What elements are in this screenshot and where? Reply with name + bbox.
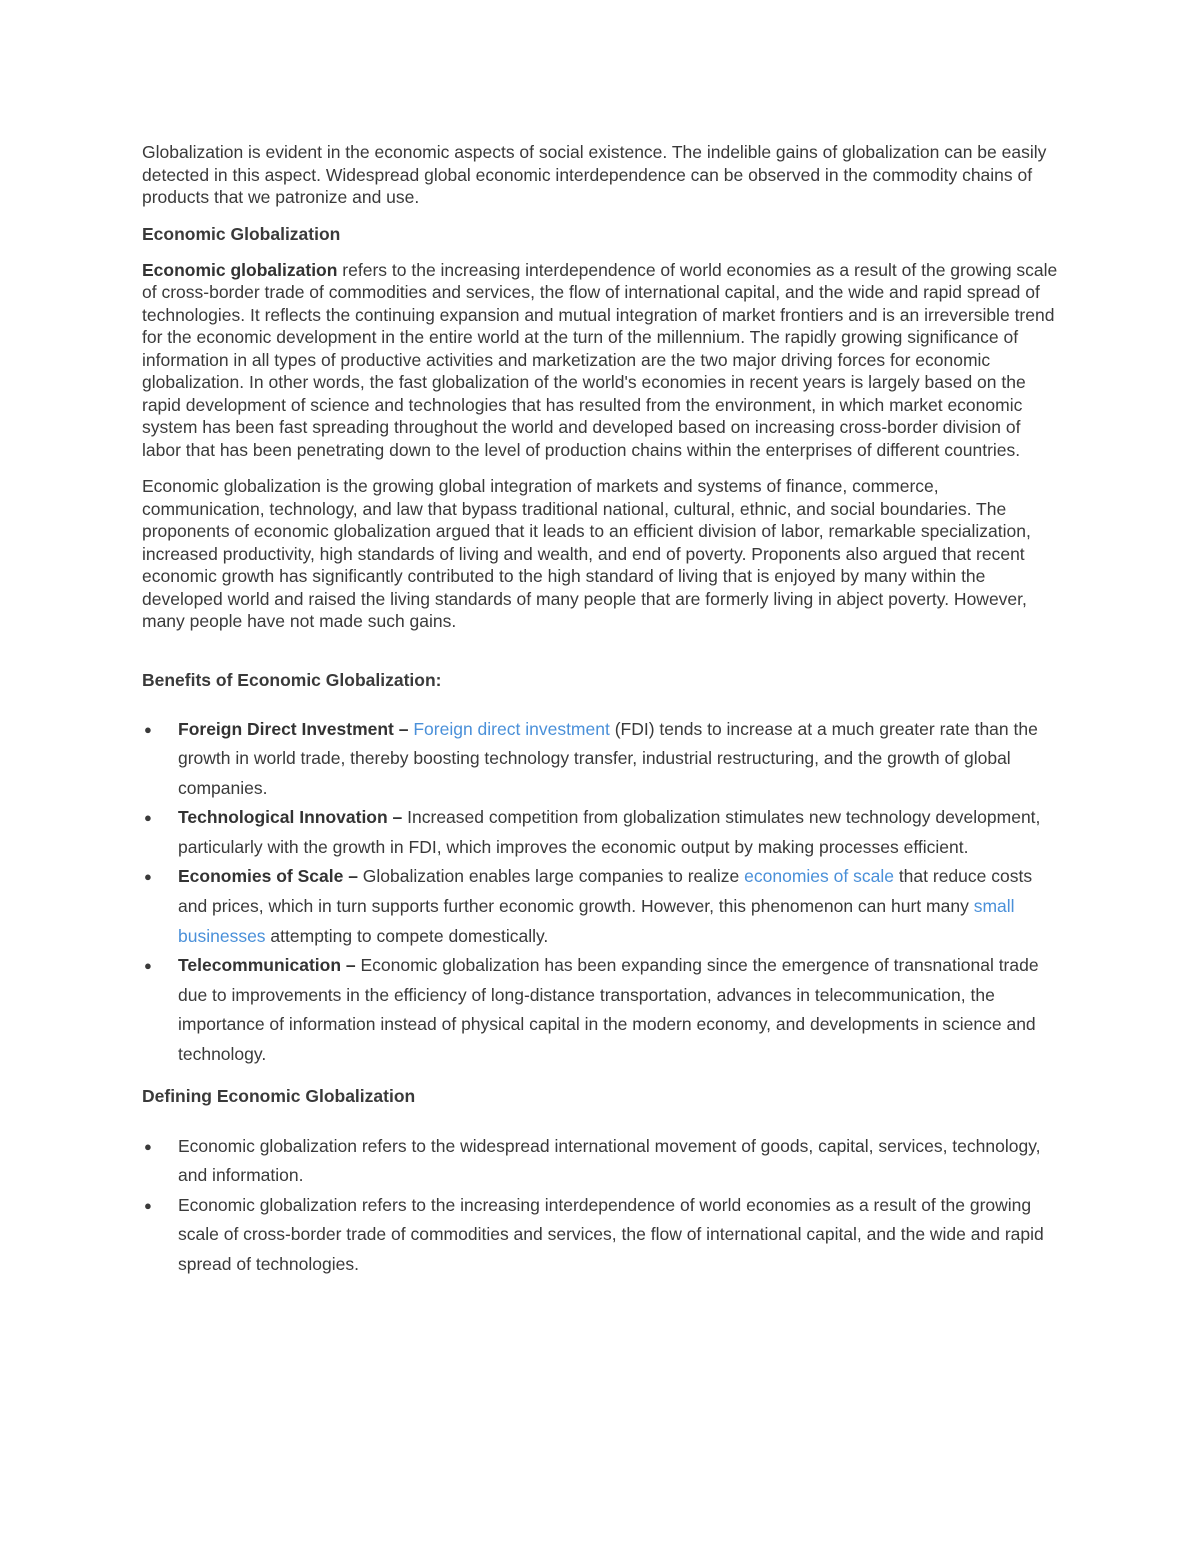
list-item-scale [142, 862, 1060, 951]
text-fdi: (FDI) tends to increase at a much greater rate than the growth in world trade, thereby boosting technology transfer, industrial restructuring, and the growth of global companies. [178, 718, 1038, 798]
bullet-icon: ● [144, 869, 152, 885]
heading-defining: Defining Economic Globalization [142, 1085, 416, 1106]
bullet-icon: ● [144, 721, 152, 737]
list-item [142, 1132, 1060, 1191]
list-item-fdi [142, 715, 1060, 804]
list-item-telecom [142, 951, 1060, 1069]
list-item-tech [142, 803, 1060, 862]
definition-paragraph [142, 259, 1060, 462]
document-page [142, 141, 1060, 1280]
heading-economic-globalization: Economic Globalization [142, 223, 341, 244]
list-item [142, 1191, 1060, 1280]
bullet-icon: ● [144, 1138, 152, 1154]
text-scale-middle: that reduce costs and prices, which in turn supports further economic growth. However, this phenomenon can hurt many [178, 866, 1033, 917]
text-scale-after: attempting to compete domestically. [265, 925, 549, 946]
defining-text: Economic globalization refers to the increasing interdependence of world economies as a result of the growing scale of cross-border trade of commodities and services, the flow of international capital, and the wide and rapid spread of technologies. [178, 1194, 1044, 1274]
bullet-icon: ● [144, 958, 152, 974]
term-fdi: Foreign Direct Investment – [178, 718, 409, 739]
link-foreign-direct-investment[interactable]: Foreign direct investment [413, 718, 610, 739]
text-tech: Increased competition from globalization stimulates new technology development, particularly with the growth in FDI, which improves the economic output by making processes efficient. [178, 807, 1041, 857]
bullet-icon: ● [144, 1197, 152, 1213]
defining-text: Economic globalization refers to the widespread international movement of goods, capital, services, technology, and information. [178, 1135, 1041, 1186]
definition-text: refers to the increasing interdependence of world economies as a result of the growing scale of cross-border trade of commodities and services, the flow of international capital, and the wide and rapid spread of technologies. It reflects the continuing expansion and mutual integration of market frontiers and is an irreversible trend for the economic development in the entire world at the turn of the millennium. The rapidly growing significance of information in all types of productive activities and marketization are the two major driving forces for economic globalization. In other words, the fast globalization of the world's economies in recent years is largely based on the rapid development of science and technologies that has resulted from the environment, in which market economic system has been fast spreading throughout the world and developed based on increasing cross-border division of labor that has been penetrating down to the level of production chains within the enterprises of different countries. [142, 259, 1058, 460]
text-telecom: Economic globalization has been expanding since the emergence of transnational trade due to improvements in the efficiency of long-distance transportation, advances in telecommunication, the importance of information instead of physical capital in the modern economy, and developments in science and technology. [178, 955, 1039, 1065]
heading-benefits: Benefits of Economic Globalization: [142, 669, 442, 690]
term-scale: Economies of Scale – [178, 866, 358, 887]
bullet-icon: ● [144, 810, 152, 826]
link-economies-of-scale[interactable]: economies of scale [744, 866, 894, 887]
term-telecom: Telecommunication – [178, 955, 356, 976]
definition-term: Economic globalization [142, 259, 338, 280]
integration-paragraph: Economic globalization is the growing global integration of markets and systems of finance, commerce, communication, technology, and law that bypass traditional national, cultural, ethnic, and social boundaries. The proponents of economic globalization argued that it leads to an efficient division of labor, remarkable specialization, increased productivity, high standards of living and wealth, and end of poverty. Proponents also argued that recent economic growth has significantly contributed to the high standard of living that is enjoyed by many within the developed world and raised the living standards of many people that are formerly living in abject poverty. However, many people have not made such gains. [142, 476, 1031, 631]
link-small-businesses[interactable]: small businesses [178, 896, 1015, 946]
text-scale-before: Globalization enables large companies to realize [357, 866, 745, 887]
term-tech: Technological Innovation – [178, 807, 403, 828]
defining-list [142, 1132, 1060, 1280]
benefits-list [142, 715, 1060, 1070]
intro-paragraph: Globalization is evident in the economic aspects of social existence. The indelible gains of globalization can be easily detected in this aspect. Widespread global economic interdependence can be observed in the commodity chains of products that we patronize and use. [142, 142, 1047, 207]
